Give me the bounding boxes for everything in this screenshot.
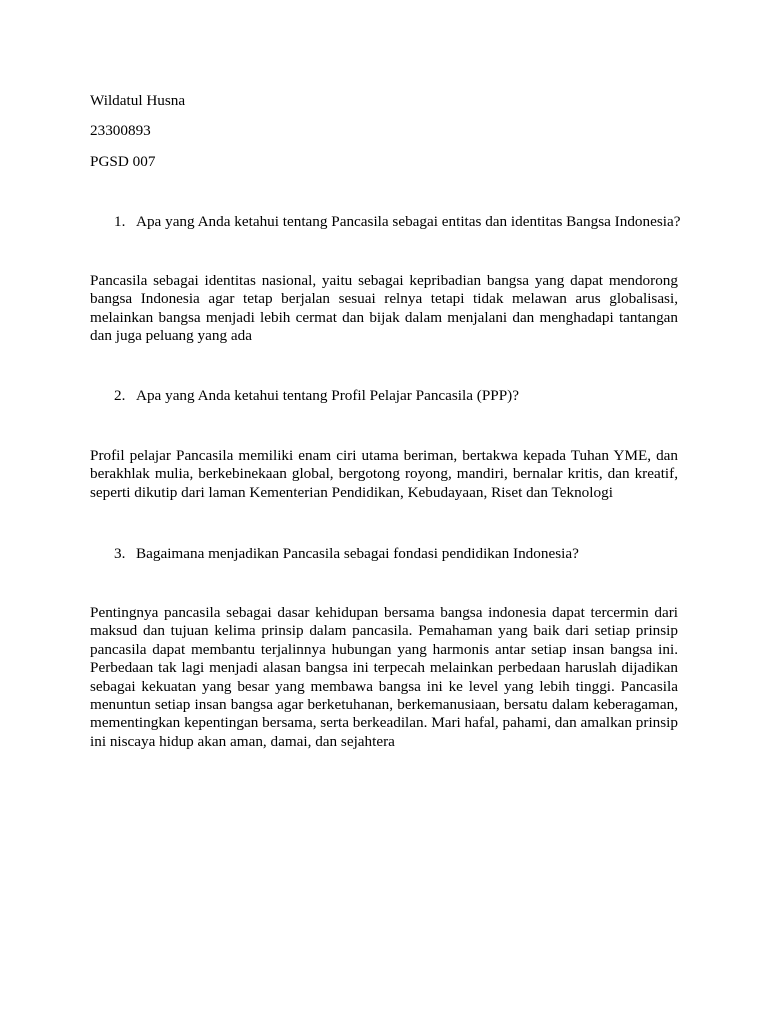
question-2 [114,387,519,405]
question-text: Bagaimana menjadikan Pancasila sebagai fondasi pendidikan Indonesia? [136,545,579,562]
question-number: 1. [114,213,126,230]
answer-1: Pancasila sebagai identitas nasional, yaitu sebagai kepribadian bangsa yang dapat mendorong bangsa Indonesia agar tetap berjalan sesuai relnya tetapi tidak melawan arus globalisasi, melainkan bangsa menjadi lebih cermat dan bijak dalam menjalani dan menghadapi tantangan dan juga peluang yang ada [90,272,678,345]
class-label: PGSD 007 [90,153,156,170]
question-1 [114,213,680,231]
question-3 [114,545,579,563]
question-text: Apa yang Anda ketahui tentang Pancasila sebagai entitas dan identitas Bangsa Indonesia? [136,213,681,230]
question-number: 2. [114,387,126,404]
answer-2: Profil pelajar Pancasila memiliki enam ciri utama beriman, bertakwa kepada Tuhan YME, dan berakhlak mulia, berkebinekaan global, bergotong royong, mandiri, bernalar kritis, dan kreatif, seperti dikutip dari laman Kementerian Pendidikan, Kebudayaan, Riset dan Teknologi [90,447,678,501]
student-id: 23300893 [90,122,151,139]
answer-3: Pentingnya pancasila sebagai dasar kehidupan bersama bangsa indonesia dapat tercermin dari maksud dan tujuan kelima prinsip dalam pancasila. Pemahaman yang baik dari setiap prinsip pancasila dapat membantu terjalinnya hubungan yang harmonis antar setiap insan bangsa ini. Perbedaan tak lagi menjadi alasan bangsa ini terpecah melainkan perbedaan haruslah dijadikan sebagai kekuatan yang besar yang membawa bangsa ini ke level yang lebih tinggi. Pancasila menuntun setiap insan bangsa agar berketuhanan, berkemanusiaan, bersatu dalam keberagaman, mementingkan kepentingan bersama, serta berkeadilan. Mari hafal, pahami, dan amalkan prinsip ini niscaya hidup akan aman, damai, dan sejahtera [90,604,678,750]
question-number: 3. [114,545,126,562]
question-text: Apa yang Anda ketahui tentang Profil Pelajar Pancasila (PPP)? [136,387,519,404]
student-name: Wildatul Husna [90,92,186,109]
